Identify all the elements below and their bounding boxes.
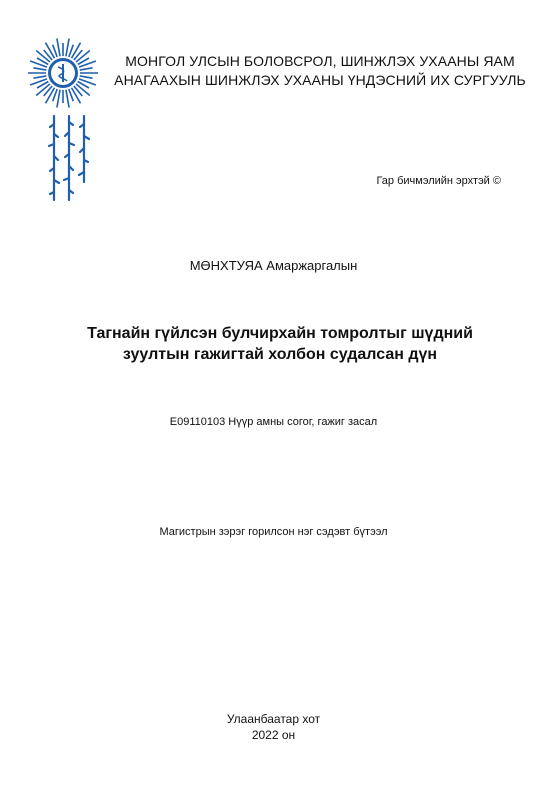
emblem-ray [36, 51, 50, 63]
degree-statement: Магистрын зэрэг горилсон нэг сэдэвт бүтээл [159, 526, 388, 538]
thesis-title [40, 323, 520, 365]
emblem-ray [80, 68, 93, 70]
emblem-ray [33, 76, 46, 78]
place-and-year [0, 711, 547, 743]
emblem-ray [57, 39, 60, 57]
emblem-ray [66, 90, 69, 108]
mongolian-script-name-icon [44, 112, 94, 204]
emblem-ray [36, 84, 50, 96]
city: Улаанбаатар хот [226, 712, 321, 726]
emblem-ray [33, 68, 46, 70]
emblem-ray [80, 76, 93, 78]
year: 2022 он [251, 728, 296, 742]
emblem-ray [76, 84, 90, 96]
copyright-notice: Гар бичмэлийн эрхтэй © [376, 175, 501, 187]
university-name: АНАГААХЫН ШИНЖЛЭХ УХААНЫ ҮНДЭСНИЙ ИХ СУРГУУЛЬ [114, 72, 526, 88]
university-emblem-icon [26, 36, 100, 110]
ministry-name: МОНГОЛ УЛСЫН БОЛОВСРОЛ, ШИНЖЛЭХ УХААНЫ ЯАМ [125, 53, 515, 69]
specialty-code: E09110103 Нүүр амны согог, гажиг засал [169, 416, 378, 428]
thesis-title-line: Тагнайн гүйлсэн булчирхайн томролтыг шүдний [87, 325, 473, 342]
thesis-title-line: зуултын гажигтай холбон судалсан дүн [122, 346, 438, 363]
emblem-ray [76, 51, 90, 63]
author-name: МӨНХТУЯА Амаржаргалын [189, 258, 358, 273]
emblem-ray [66, 39, 69, 57]
emblem-ray [57, 90, 60, 108]
ministry-header [110, 52, 530, 90]
